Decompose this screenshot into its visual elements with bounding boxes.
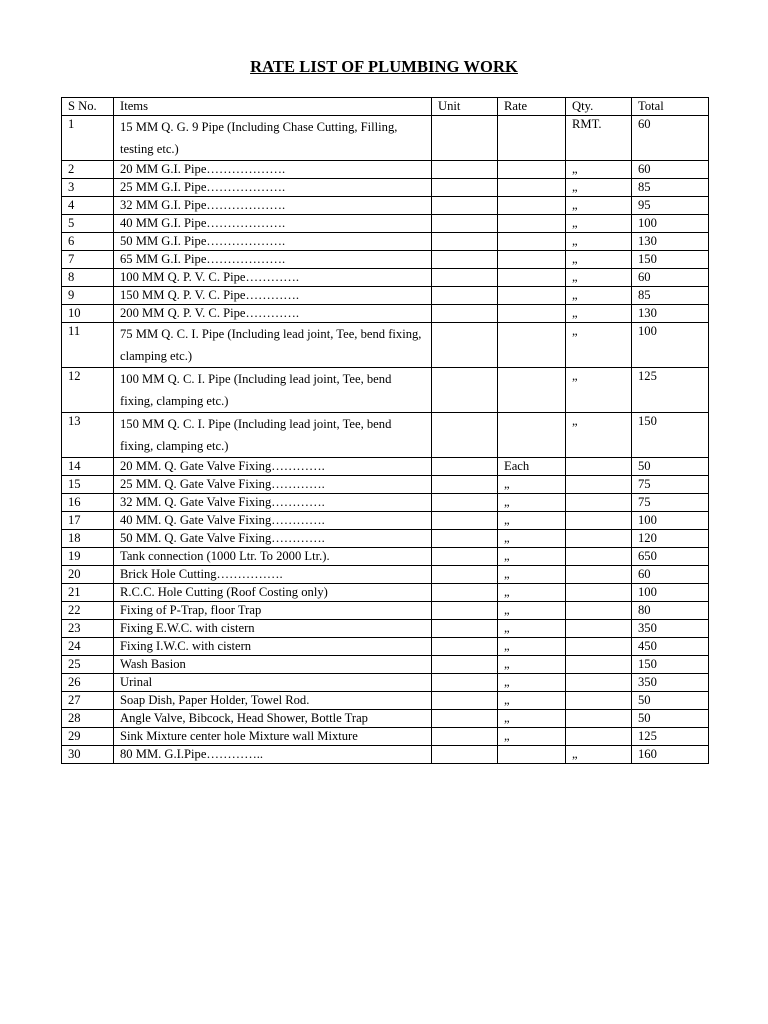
cell-unit <box>432 512 498 530</box>
cell-sno: 28 <box>62 710 114 728</box>
cell-qty <box>566 728 632 746</box>
cell-item: 50 MM G.I. Pipe………………. <box>114 233 432 251</box>
cell-sno: 8 <box>62 269 114 287</box>
cell-unit <box>432 476 498 494</box>
cell-total: 150 <box>632 251 709 269</box>
cell-item: 75 MM Q. C. I. Pipe (Including lead joint, Tee, bend fixing, clamping etc.) <box>114 323 432 368</box>
cell-rate <box>498 197 566 215</box>
cell-rate: „ <box>498 494 566 512</box>
table-row <box>62 746 709 764</box>
cell-total: 100 <box>632 512 709 530</box>
cell-total: 150 <box>632 413 709 458</box>
cell-total: 85 <box>632 179 709 197</box>
cell-sno: 10 <box>62 305 114 323</box>
cell-qty: „ <box>566 368 632 413</box>
table-row <box>62 305 709 323</box>
cell-rate <box>498 746 566 764</box>
cell-rate: „ <box>498 656 566 674</box>
table-row <box>62 548 709 566</box>
table-row <box>62 413 709 458</box>
cell-total: 650 <box>632 548 709 566</box>
cell-sno: 9 <box>62 287 114 305</box>
table-row <box>62 215 709 233</box>
table-row <box>62 287 709 305</box>
cell-item: 32 MM. Q. Gate Valve Fixing…………. <box>114 494 432 512</box>
cell-rate <box>498 305 566 323</box>
cell-qty <box>566 530 632 548</box>
cell-sno: 3 <box>62 179 114 197</box>
cell-qty <box>566 638 632 656</box>
cell-qty: „ <box>566 161 632 179</box>
cell-total: 50 <box>632 458 709 476</box>
cell-sno: 12 <box>62 368 114 413</box>
column-header-unit: Unit <box>432 98 498 116</box>
cell-unit <box>432 494 498 512</box>
cell-total: 85 <box>632 287 709 305</box>
table-row <box>62 584 709 602</box>
cell-rate <box>498 413 566 458</box>
cell-unit <box>432 638 498 656</box>
cell-item: 32 MM G.I. Pipe………………. <box>114 197 432 215</box>
cell-unit <box>432 728 498 746</box>
cell-sno: 22 <box>62 602 114 620</box>
cell-unit <box>432 305 498 323</box>
cell-item: Brick Hole Cutting……………. <box>114 566 432 584</box>
cell-unit <box>432 566 498 584</box>
cell-sno: 16 <box>62 494 114 512</box>
cell-total: 60 <box>632 116 709 161</box>
table-row <box>62 512 709 530</box>
table-row <box>62 116 709 161</box>
cell-rate: „ <box>498 638 566 656</box>
table-row <box>62 368 709 413</box>
cell-rate <box>498 323 566 368</box>
cell-qty: „ <box>566 197 632 215</box>
cell-rate: „ <box>498 710 566 728</box>
cell-sno: 30 <box>62 746 114 764</box>
cell-qty <box>566 566 632 584</box>
cell-total: 50 <box>632 692 709 710</box>
cell-sno: 23 <box>62 620 114 638</box>
table-row <box>62 458 709 476</box>
cell-qty <box>566 620 632 638</box>
cell-rate <box>498 269 566 287</box>
cell-item: 150 MM Q. C. I. Pipe (Including lead joint, Tee, bend fixing, clamping etc.) <box>114 413 432 458</box>
cell-total: 160 <box>632 746 709 764</box>
cell-unit <box>432 746 498 764</box>
cell-total: 75 <box>632 476 709 494</box>
cell-sno: 25 <box>62 656 114 674</box>
cell-unit <box>432 548 498 566</box>
cell-unit <box>432 251 498 269</box>
cell-item: Fixing of P-Trap, floor Trap <box>114 602 432 620</box>
cell-item: Soap Dish, Paper Holder, Towel Rod. <box>114 692 432 710</box>
cell-total: 80 <box>632 602 709 620</box>
table-row <box>62 674 709 692</box>
cell-item: 100 MM Q. C. I. Pipe (Including lead joint, Tee, bend fixing, clamping etc.) <box>114 368 432 413</box>
table-row <box>62 656 709 674</box>
column-header-items: Items <box>114 98 432 116</box>
cell-qty: „ <box>566 746 632 764</box>
cell-total: 60 <box>632 269 709 287</box>
cell-unit <box>432 368 498 413</box>
column-header-sno: S No. <box>62 98 114 116</box>
table-row <box>62 251 709 269</box>
cell-unit <box>432 179 498 197</box>
cell-rate: „ <box>498 584 566 602</box>
cell-item: R.C.C. Hole Cutting (Roof Costing only) <box>114 584 432 602</box>
column-header-total: Total <box>632 98 709 116</box>
cell-item: 25 MM G.I. Pipe………………. <box>114 179 432 197</box>
cell-qty <box>566 710 632 728</box>
cell-qty <box>566 548 632 566</box>
cell-item: 15 MM Q. G. 9 Pipe (Including Chase Cutting, Filling, testing etc.) <box>114 116 432 161</box>
cell-total: 130 <box>632 233 709 251</box>
cell-unit <box>432 656 498 674</box>
cell-item: 65 MM G.I. Pipe………………. <box>114 251 432 269</box>
cell-rate <box>498 161 566 179</box>
cell-item: Fixing I.W.C. with cistern <box>114 638 432 656</box>
cell-sno: 29 <box>62 728 114 746</box>
cell-total: 100 <box>632 215 709 233</box>
cell-total: 125 <box>632 728 709 746</box>
cell-qty <box>566 602 632 620</box>
cell-item: 25 MM. Q. Gate Valve Fixing…………. <box>114 476 432 494</box>
table-row <box>62 692 709 710</box>
cell-rate: „ <box>498 602 566 620</box>
cell-rate: „ <box>498 692 566 710</box>
cell-unit <box>432 602 498 620</box>
table-row <box>62 269 709 287</box>
cell-item: 20 MM. Q. Gate Valve Fixing…………. <box>114 458 432 476</box>
page-title: RATE LIST OF PLUMBING WORK <box>250 57 518 76</box>
cell-sno: 19 <box>62 548 114 566</box>
cell-rate: Each <box>498 458 566 476</box>
cell-item: 50 MM. Q. Gate Valve Fixing…………. <box>114 530 432 548</box>
cell-unit <box>432 161 498 179</box>
table-header-row <box>62 98 709 116</box>
cell-rate <box>498 233 566 251</box>
cell-unit <box>432 269 498 287</box>
cell-qty: „ <box>566 269 632 287</box>
cell-qty: „ <box>566 251 632 269</box>
cell-unit <box>432 233 498 251</box>
cell-total: 350 <box>632 620 709 638</box>
cell-rate: „ <box>498 530 566 548</box>
cell-rate <box>498 215 566 233</box>
rate-table <box>61 97 709 764</box>
cell-item: 150 MM Q. P. V. C. Pipe…………. <box>114 287 432 305</box>
cell-unit <box>432 584 498 602</box>
table-row <box>62 638 709 656</box>
cell-sno: 21 <box>62 584 114 602</box>
table-row <box>62 602 709 620</box>
cell-sno: 27 <box>62 692 114 710</box>
table-row <box>62 728 709 746</box>
cell-rate <box>498 179 566 197</box>
cell-sno: 18 <box>62 530 114 548</box>
cell-qty <box>566 692 632 710</box>
cell-qty <box>566 584 632 602</box>
cell-qty: „ <box>566 233 632 251</box>
cell-total: 125 <box>632 368 709 413</box>
cell-rate: „ <box>498 548 566 566</box>
table-row <box>62 530 709 548</box>
cell-unit <box>432 710 498 728</box>
table-body <box>62 116 709 764</box>
cell-total: 100 <box>632 584 709 602</box>
table-row <box>62 566 709 584</box>
cell-qty: „ <box>566 323 632 368</box>
cell-item: 40 MM G.I. Pipe………………. <box>114 215 432 233</box>
cell-sno: 7 <box>62 251 114 269</box>
cell-sno: 5 <box>62 215 114 233</box>
cell-total: 60 <box>632 161 709 179</box>
cell-sno: 24 <box>62 638 114 656</box>
cell-qty: „ <box>566 287 632 305</box>
cell-item: 20 MM G.I. Pipe………………. <box>114 161 432 179</box>
cell-sno: 15 <box>62 476 114 494</box>
cell-total: 120 <box>632 530 709 548</box>
cell-rate: „ <box>498 476 566 494</box>
cell-qty: RMT. <box>566 116 632 161</box>
cell-rate <box>498 368 566 413</box>
cell-rate: „ <box>498 728 566 746</box>
cell-sno: 4 <box>62 197 114 215</box>
cell-unit <box>432 413 498 458</box>
cell-sno: 26 <box>62 674 114 692</box>
cell-total: 350 <box>632 674 709 692</box>
cell-unit <box>432 530 498 548</box>
cell-rate: „ <box>498 674 566 692</box>
cell-total: 130 <box>632 305 709 323</box>
cell-sno: 11 <box>62 323 114 368</box>
cell-rate <box>498 287 566 305</box>
table-row <box>62 710 709 728</box>
cell-unit <box>432 197 498 215</box>
cell-rate <box>498 251 566 269</box>
cell-sno: 14 <box>62 458 114 476</box>
cell-qty: „ <box>566 215 632 233</box>
table-row <box>62 179 709 197</box>
column-header-qty: Qty. <box>566 98 632 116</box>
cell-qty <box>566 674 632 692</box>
cell-unit <box>432 458 498 476</box>
cell-qty <box>566 656 632 674</box>
cell-total: 150 <box>632 656 709 674</box>
cell-total: 450 <box>632 638 709 656</box>
cell-sno: 2 <box>62 161 114 179</box>
table-row <box>62 494 709 512</box>
cell-item: Sink Mixture center hole Mixture wall Mixture <box>114 728 432 746</box>
cell-item: 100 MM Q. P. V. C. Pipe…………. <box>114 269 432 287</box>
cell-sno: 13 <box>62 413 114 458</box>
cell-rate: „ <box>498 620 566 638</box>
cell-qty <box>566 476 632 494</box>
cell-total: 100 <box>632 323 709 368</box>
table-row <box>62 323 709 368</box>
cell-item: 200 MM Q. P. V. C. Pipe…………. <box>114 305 432 323</box>
cell-item: Angle Valve, Bibcock, Head Shower, Bottle Trap <box>114 710 432 728</box>
table-row <box>62 197 709 215</box>
cell-unit <box>432 215 498 233</box>
cell-item: 80 MM. G.I.Pipe………….. <box>114 746 432 764</box>
cell-qty: „ <box>566 179 632 197</box>
cell-unit <box>432 116 498 161</box>
cell-qty <box>566 458 632 476</box>
cell-qty: „ <box>566 413 632 458</box>
cell-item: Urinal <box>114 674 432 692</box>
table-row <box>62 620 709 638</box>
cell-unit <box>432 692 498 710</box>
cell-sno: 1 <box>62 116 114 161</box>
cell-sno: 6 <box>62 233 114 251</box>
cell-item: 40 MM. Q. Gate Valve Fixing…………. <box>114 512 432 530</box>
cell-unit <box>432 674 498 692</box>
table-row <box>62 161 709 179</box>
column-header-rate: Rate <box>498 98 566 116</box>
cell-total: 95 <box>632 197 709 215</box>
cell-qty <box>566 494 632 512</box>
cell-rate: „ <box>498 512 566 530</box>
cell-qty <box>566 512 632 530</box>
cell-unit <box>432 323 498 368</box>
cell-sno: 20 <box>62 566 114 584</box>
cell-item: Fixing E.W.C. with cistern <box>114 620 432 638</box>
cell-sno: 17 <box>62 512 114 530</box>
cell-unit <box>432 287 498 305</box>
cell-total: 50 <box>632 710 709 728</box>
cell-rate <box>498 116 566 161</box>
cell-item: Tank connection (1000 Ltr. To 2000 Ltr.). <box>114 548 432 566</box>
cell-rate: „ <box>498 566 566 584</box>
cell-unit <box>432 620 498 638</box>
table-row <box>62 233 709 251</box>
cell-total: 75 <box>632 494 709 512</box>
cell-item: Wash Basion <box>114 656 432 674</box>
cell-qty: „ <box>566 305 632 323</box>
cell-total: 60 <box>632 566 709 584</box>
table-row <box>62 476 709 494</box>
